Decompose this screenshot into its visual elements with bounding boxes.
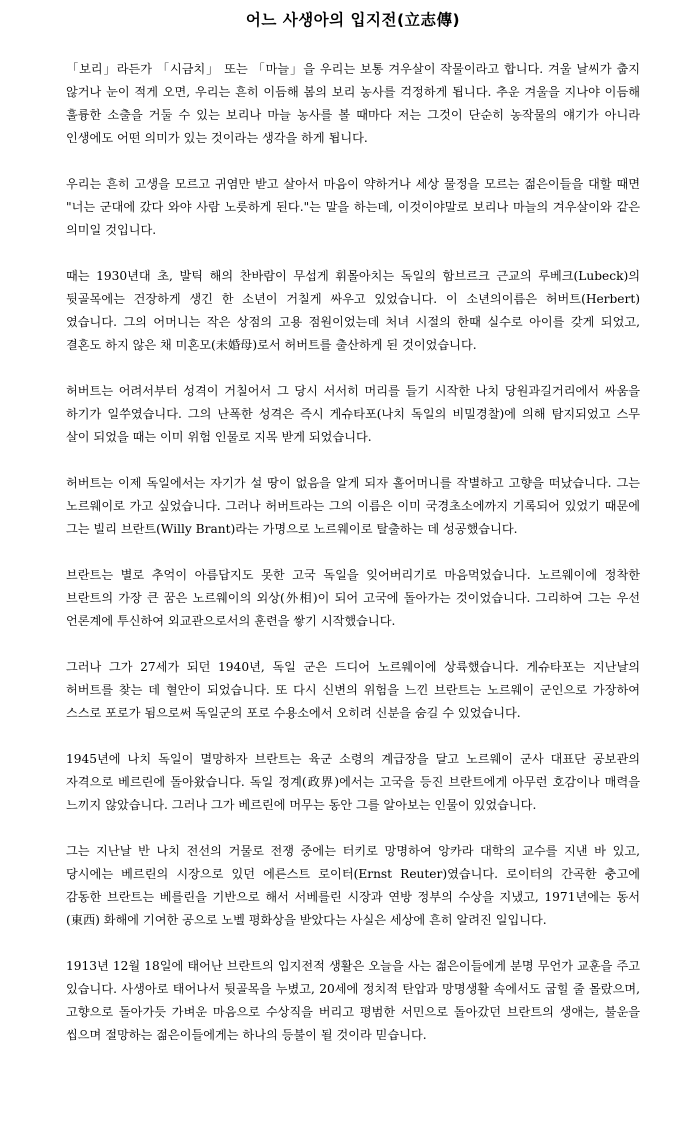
paragraph-8: 1945년에 나치 독일이 멸망하자 브란트는 육군 소령의 계급장을 달고 노르웨이 군사 대표단 공보관의 자격으로 베르린에 돌아왔습니다. 독일 정계(政界)에서는 고국을 등진 브란트에게 아무런 호감이나 매력을 느끼지 않았습니다. 그러나 그가 베르린에 머무는 동안 그를 알아보는 인물이 있었습니다. — [66, 752, 640, 812]
paragraph-9: 그는 지난날 반 나치 전선의 거물로 전쟁 중에는 터키로 망명하여 앙카라 대학의 교수를 지낸 바 있고, 당시에는 베르린의 시장으로 있던 에른스트 로이터(Ernst Reuter)였습니다. 로이터의 간곡한 충고에 감동한 브란트는 베를린을 기반으로 해서 서베를린 시장과 연방 정부의 수상을 지냈고, 1971년에는 동서(東西) 화해에 기여한 공으로 노벨 평화상을 받았다는 사실은 세상에 흔히 알려진 일입니다. — [66, 844, 640, 927]
paragraph-7: 그러나 그가 27세가 되던 1940년, 독일 군은 드디어 노르웨이에 상륙했습니다. 게슈타포는 지난날의 허버트를 찾는 데 혈안이 되었습니다. 또 다시 신변의 위험을 느낀 브란트는 노르웨이 군인으로 가장하여 스스로 포로가 됨으로써 독일군의 포로 수용소에서 오히려 신분을 숨길 수 있었습니다. — [66, 660, 640, 720]
paragraph-1: 「보리」라든가 「시금치」 또는 「마늘」을 우리는 보통 겨우살이 작물이라고 합니다. 겨울 날씨가 춥지 않거나 눈이 적게 오면, 우리는 흔히 이듬해 봄의 보리 농사를 걱정하게 됩니다. 추운 겨울을 지나야 이듬해 훌륭한 소출을 거둘 수 있는 보리나 마늘 농사를 볼 때마다 저는 그것이 단순히 농작물의 얘기가 아니라 인생에도 어떤 의미가 있는 것이라는 생각을 하게 됩니다. — [66, 62, 640, 145]
paragraph-3: 때는 1930년대 초, 발틱 해의 찬바람이 무섭게 휘몰아치는 독일의 함브르크 근교의 루베크(Lubeck)의 뒷골목에는 건장하게 생긴 한 소년이 거칠게 싸우고 있었습니다. 이 소년의이름은 허버트(Herbert)였습니다. 그의 어머니는 작은 상점의 고용 점원이었는데 처녀 시절의 한때 실수로 아이를 갖게 되었고, 결혼도 하지 않은 채 미혼모(未婚母)로서 허버트를 출산하게 된 것이었습니다. — [66, 269, 640, 352]
paragraph-5: 허버트는 이제 독일에서는 자기가 설 땅이 없음을 알게 되자 홀어머니를 작별하고 고향을 떠났습니다. 그는 노르웨이로 가고 싶었습니다. 그러나 허버트라는 그의 이름은 이미 국경초소에까지 기록되어 있었기 때문에 그는 빌리 브란트(Willy Brant)라는 가명으로 노르웨이로 탈출하는 데 성공했습니다. — [66, 476, 640, 536]
document-title: 어느 사생아의 입지전(立志傳) — [245, 11, 461, 29]
paragraph-6: 브란트는 별로 추억이 아름답지도 못한 고국 독일을 잊어버리기로 마음먹었습니다. 노르웨이에 정착한 브란트의 가장 큰 꿈은 노르웨이의 외상(外相)이 되어 고국에 돌아가는 것이었습니다. 그리하여 그는 우선 언론계에 투신하여 외교관으로서의 훈련을 쌓기 시작했습니다. — [66, 568, 640, 628]
paragraph-10: 1913년 12월 18일에 태어난 브란트의 입지전적 생활은 오늘을 사는 젊은이들에게 분명 무언가 교훈을 주고 있습니다. 사생아로 태어나서 뒷골목을 누볐고, 20세에 정치적 탄압과 망명생활 속에서도 굽힐 줄 몰랐으며, 고향으로 돌아가듯 가벼운 마음으로 수상직을 버리고 평범한 서민으로 돌아갔던 브란트의 생애는, 불운을 씹으며 절망하는 젊은이들에게는 하나의 등불이 될 것이라 믿습니다. — [66, 959, 640, 1042]
paragraph-4: 허버트는 어려서부터 성격이 거칠어서 그 당시 서서히 머리를 들기 시작한 나치 당원과길거리에서 싸움을 하기가 일쑤였습니다. 그의 난폭한 성격은 즉시 게슈타포(나치 독일의 비밀경찰)에 의해 탐지되었고 스무 살이 되었을 때는 이미 위험 인물로 지목 받게 되었습니다. — [66, 384, 640, 444]
paragraph-2: 우리는 흔히 고생을 모르고 귀염만 받고 살아서 마음이 약하거나 세상 물정을 모르는 젊은이들을 대할 때면 "너는 군대에 갔다 와야 사람 노릇하게 된다."는 말을 하는데, 이것이야말로 보리나 마늘의 겨우살이와 같은 의미일 것입니다. — [66, 177, 640, 237]
